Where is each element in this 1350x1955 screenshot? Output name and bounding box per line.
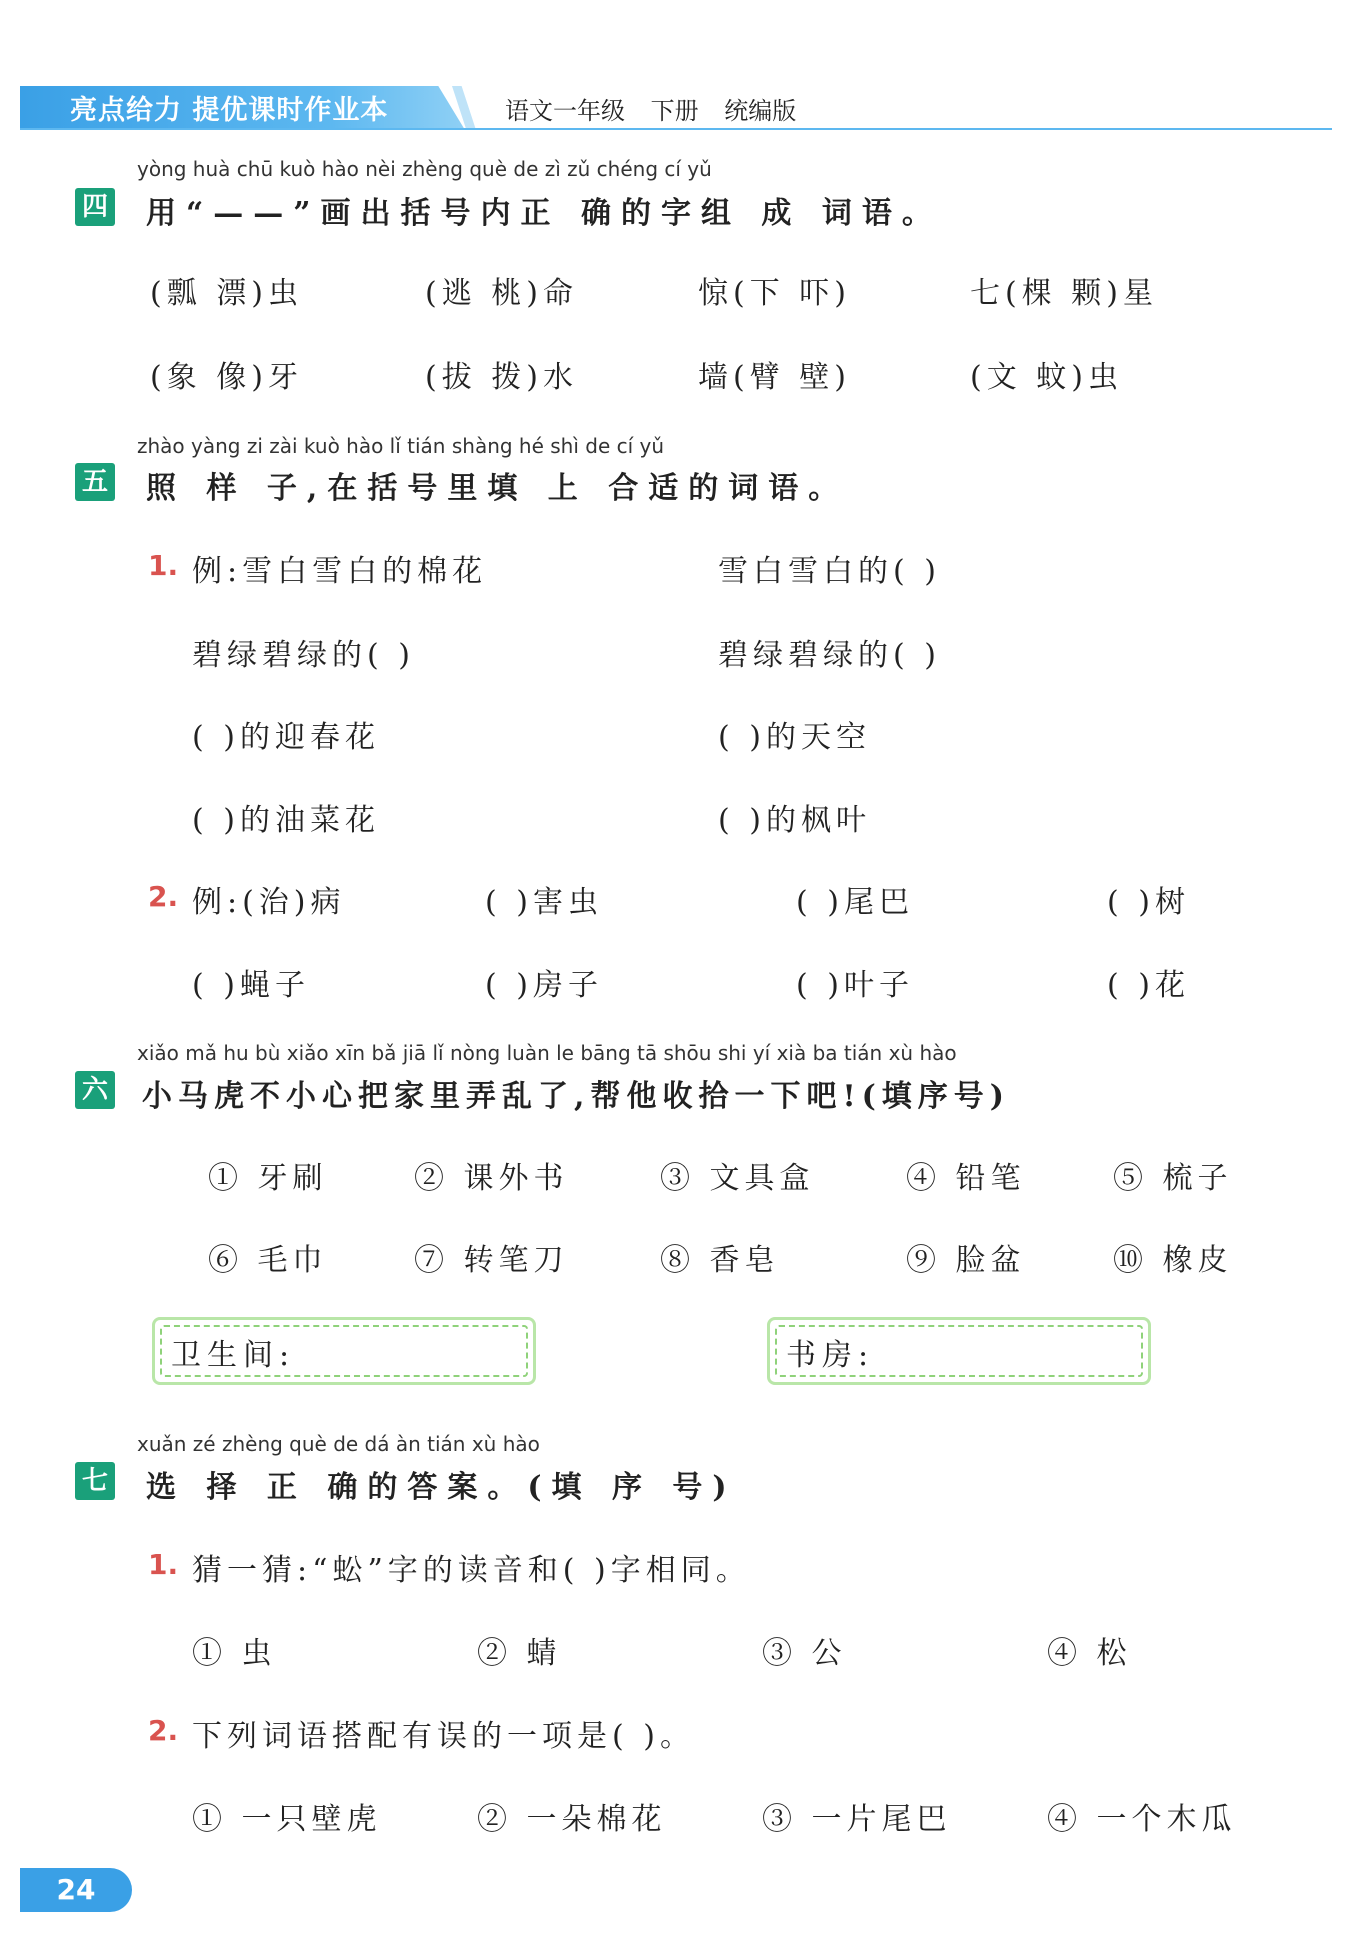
sec4-r1-c1: (瓢 漂)虫 bbox=[150, 276, 303, 311]
sec7-q2-opt-3: ③ 一片尾巴 bbox=[762, 1802, 952, 1837]
sec6-item-1: ① 牙刷 bbox=[208, 1161, 328, 1196]
sec4-r2-c2: (拔 拨)水 bbox=[425, 360, 578, 395]
sec5-q2-r2-c4: ( )花 bbox=[1107, 968, 1190, 1003]
sec4-r2-c4: (文 蚊)虫 bbox=[970, 360, 1123, 395]
header-divider bbox=[20, 128, 1332, 130]
sec5-q2-r1-c2: ( )害虫 bbox=[485, 885, 603, 920]
sec5-q2-r1-c4: ( )树 bbox=[1107, 885, 1190, 920]
bathroom-label: 卫生间: bbox=[171, 1338, 296, 1373]
sec7-q2-number: 2. bbox=[148, 1714, 179, 1747]
sec4-r1-c4: 七(棵 颗)星 bbox=[970, 276, 1158, 311]
study-label: 书房: bbox=[786, 1338, 875, 1373]
sec6-badge: 六 bbox=[75, 1071, 115, 1109]
sec5-q1-number: 1. bbox=[148, 549, 179, 582]
sec7-q1-number: 1. bbox=[148, 1548, 179, 1581]
sec7-pinyin: xuǎn zé zhèng què de dá àn tián xù hào bbox=[137, 1432, 540, 1456]
sec6-item-8: ⑧ 香皂 bbox=[660, 1243, 780, 1278]
sec5-q2-r1-c1: 例:(治)病 bbox=[192, 885, 346, 920]
sec7-q2-opt-1: ① 一只壁虎 bbox=[192, 1802, 382, 1837]
sec5-q1-r3-c2: ( )的天空 bbox=[718, 720, 871, 755]
header-title: 亮点给力 提优课时作业本 bbox=[70, 95, 389, 126]
page-number: 24 bbox=[20, 1868, 132, 1912]
sec6-item-2: ② 课外书 bbox=[414, 1161, 569, 1196]
sec5-q1-r3-c1: ( )的迎春花 bbox=[192, 720, 380, 755]
sec4-r1-c2: (逃 桃)命 bbox=[425, 276, 578, 311]
sec7-q2-opt-4: ④ 一个木瓜 bbox=[1047, 1802, 1237, 1837]
sec7-badge: 七 bbox=[75, 1462, 115, 1500]
sec6-title: 小马虎不小心把家里弄乱了,帮他收拾一下吧!(填序号) bbox=[142, 1079, 1011, 1114]
sec5-title: 照 样 子,在括号里填 上 合适的词语。 bbox=[146, 471, 849, 506]
study-answer-box[interactable] bbox=[767, 1317, 1151, 1385]
sec7-q2-text: 下列词语搭配有误的一项是( )。 bbox=[192, 1719, 695, 1754]
sec7-title: 选 择 正 确的答案。(填 序 号) bbox=[146, 1470, 737, 1505]
sec4-badge: 四 bbox=[75, 188, 115, 226]
sec6-item-6: ⑥ 毛巾 bbox=[208, 1243, 328, 1278]
sec7-q1-opt-2: ② 蜻 bbox=[477, 1636, 562, 1671]
sec5-badge: 五 bbox=[75, 463, 115, 501]
sec6-pinyin: xiǎo mǎ hu bù xiǎo xīn bǎ jiā lǐ nòng luàn le bāng tā shōu shi yí xià ba tián xù hào bbox=[137, 1041, 957, 1065]
sec4-r1-c3: 惊(下 吓) bbox=[698, 276, 851, 311]
sec4-pinyin: yòng huà chū kuò hào nèi zhèng què de zì zǔ chéng cí yǔ bbox=[137, 157, 712, 181]
sec7-q2-opt-2: ② 一朵棉花 bbox=[477, 1802, 667, 1837]
sec5-pinyin: zhào yàng zi zài kuò hào lǐ tián shàng hé shì de cí yǔ bbox=[137, 434, 665, 458]
sec5-q2-number: 2. bbox=[148, 880, 179, 913]
sec5-q1-r4-c2: ( )的枫叶 bbox=[718, 803, 871, 838]
sec6-item-4: ④ 铅笔 bbox=[906, 1161, 1026, 1196]
sec5-q1-r4-c1: ( )的油菜花 bbox=[192, 803, 380, 838]
sec5-q2-r2-c2: ( )房子 bbox=[485, 968, 603, 1003]
sec5-q1-r2-c2: 碧绿碧绿的( ) bbox=[718, 638, 941, 673]
sec5-q1-r1-c2: 雪白雪白的( ) bbox=[718, 554, 941, 589]
bathroom-answer-box[interactable] bbox=[152, 1317, 536, 1385]
sec6-item-9: ⑨ 脸盆 bbox=[906, 1243, 1026, 1278]
sec5-q2-r1-c3: ( )尾巴 bbox=[796, 885, 914, 920]
sec4-r2-c1: (象 像)牙 bbox=[150, 360, 303, 395]
sec7-q1-opt-3: ③ 公 bbox=[762, 1636, 847, 1671]
sec5-q2-r2-c3: ( )叶子 bbox=[796, 968, 914, 1003]
sec7-q1-opt-1: ① 虫 bbox=[192, 1636, 277, 1671]
sec5-q1-r1-c1: 例:雪白雪白的棉花 bbox=[192, 554, 488, 589]
sec7-q1-opt-4: ④ 松 bbox=[1047, 1636, 1132, 1671]
sec4-r2-c3: 墙(臂 壁) bbox=[698, 360, 851, 395]
sec6-item-5: ⑤ 梳子 bbox=[1113, 1161, 1233, 1196]
sec6-item-7: ⑦ 转笔刀 bbox=[414, 1243, 569, 1278]
sec5-q2-r2-c1: ( )蝇子 bbox=[192, 968, 310, 1003]
sec5-q1-r2-c1: 碧绿碧绿的( ) bbox=[192, 638, 415, 673]
sec7-q1-text: 猜一猜:“蚣”字的读音和( )字相同。 bbox=[192, 1553, 751, 1588]
sec4-title: 用“——”画出括号内正 确的字组 成 词语。 bbox=[146, 196, 942, 231]
sec6-item-3: ③ 文具盒 bbox=[660, 1161, 815, 1196]
header-subtitle: 语文一年级 下册 统编版 bbox=[505, 97, 797, 125]
sec6-item-10: ⑩ 橡皮 bbox=[1113, 1243, 1233, 1278]
